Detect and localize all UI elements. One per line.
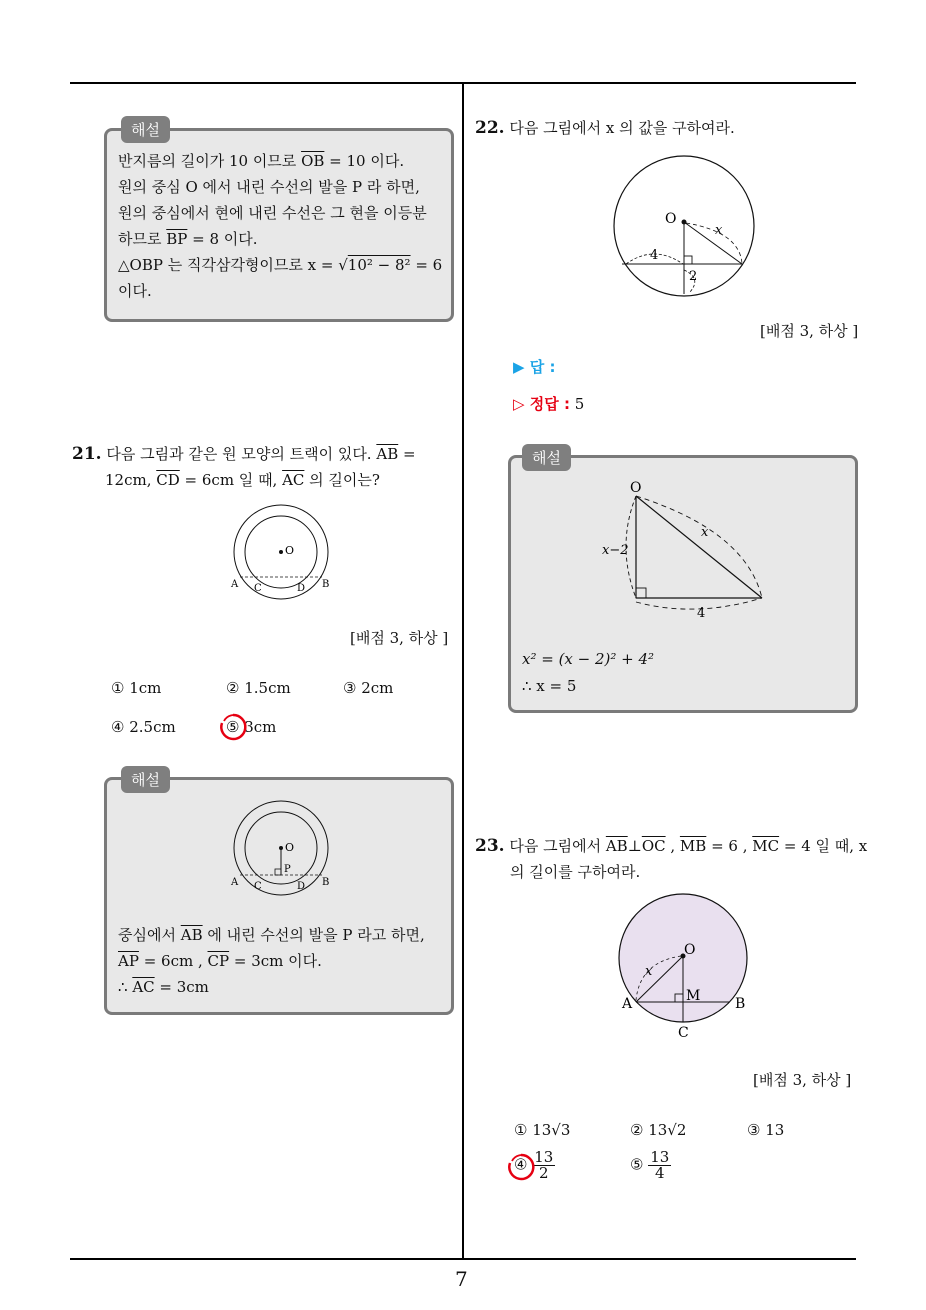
solution-20-line-2: 원의 중심 O 에서 내린 수선의 발을 P 라 하면, [118, 178, 420, 196]
answer-label: ▶ 답 : [513, 358, 556, 376]
right-angle-mark [275, 869, 281, 875]
center-point [682, 220, 687, 225]
label-c: C [254, 583, 262, 594]
page-number: 7 [455, 1267, 468, 1291]
selected-answer-circle [218, 712, 248, 742]
solution-tag: 해설 [121, 116, 170, 143]
label-4: 4 [650, 248, 659, 263]
question-23-score: [배점 3, 하상 ] [753, 1071, 852, 1089]
bottom-rule [70, 1258, 856, 1260]
label-2: 2 [689, 269, 698, 284]
question-22-figure [608, 152, 758, 298]
label-o: O [285, 544, 295, 557]
question-21-score: [배점 3, 하상 ] [350, 629, 449, 647]
label-d: D [297, 881, 306, 892]
question-23-line-1: 23. 다음 그림에서 $\overline{AB}\perp\overline{OC}$ , $\overline{MB} = 6$ , $\overline{MC} = 4$ 일 때, x [475, 836, 868, 856]
label-m: M [686, 988, 701, 1004]
label-a: A [231, 877, 239, 888]
option-4[interactable]: ④ 2.5cm [111, 718, 176, 736]
solution-20-line-4: 하므로 $\overline{BP} = 8$ 이다. [118, 230, 258, 248]
option-3[interactable]: ③ 13 [747, 1121, 785, 1139]
solution-21-line-3: ∴ $\overline{AC} = 3cm$ [118, 978, 209, 996]
center-point [279, 550, 283, 554]
label-o: O [630, 480, 642, 496]
option-5[interactable]: ⑤ $\frac{13}{4}$ [630, 1148, 670, 1182]
label-o: O [285, 841, 295, 854]
solution-21-figure [226, 798, 336, 898]
solution-20-line-1: 반지름의 길이가 10 이므로 $\overline{OB} = 10$ 이다. [118, 152, 405, 170]
solution-22-equation: x² = (x − 2)² + 4² [522, 650, 655, 668]
solution-tag: 해설 [522, 444, 571, 471]
label-a: A [622, 996, 633, 1012]
label-p: P [284, 864, 291, 875]
correct-answer: ▷ 정답 : 5 [513, 395, 585, 413]
option-1[interactable]: ① 1cm [111, 679, 162, 697]
option-5[interactable]: ⑤ 3cm [226, 718, 277, 736]
solution-22-figure [596, 476, 776, 626]
solution-20-line-6: 이다. [118, 282, 152, 300]
question-number: 22. [475, 118, 505, 138]
solution-20-line-5: △OBP 는 직각삼각형이므로 x = √10² − 8² = 6 [118, 256, 443, 274]
solution-21-line-1: 중심에서 $\overline{AB}$ 에 내린 수선의 발을 P 라고 하면, [118, 926, 425, 944]
label-b: B [322, 877, 330, 888]
label-x: x [645, 964, 653, 979]
label-c: C [678, 1025, 689, 1041]
label-o: O [665, 211, 677, 227]
label-o: O [684, 942, 696, 958]
label-b: B [735, 996, 746, 1012]
option-2[interactable]: ② 13√2 [630, 1121, 687, 1139]
label-4: 4 [697, 606, 706, 621]
fraction: $\frac{13}{2}$ [534, 1148, 554, 1182]
label-x: x [701, 525, 709, 540]
option-1[interactable]: ① 13√3 [514, 1121, 571, 1139]
selected-answer-circle [506, 1152, 536, 1182]
label-a: A [231, 579, 239, 590]
solution-21-line-2: $\overline{AP} = 6cm$ , $\overline{CP} = 3cm$ 이다. [118, 952, 322, 970]
question-21-line-2: 12cm, $\overline{CD} = 6cm$ 일 때, $\overline{AC}$ 의 길이는? [105, 471, 380, 489]
option-4[interactable]: ④ $\frac{13}{2}$ [514, 1148, 554, 1182]
label-b: B [322, 579, 330, 590]
column-divider [462, 83, 464, 1259]
hypotenuse [636, 496, 762, 598]
question-23-line-2: 의 길이를 구하여라. [510, 863, 641, 881]
solution-20-line-3: 원의 중심에서 현에 내린 수선은 그 현을 이등분 [118, 204, 427, 222]
question-number: 23. [475, 836, 505, 856]
question-23-figure [614, 892, 760, 1042]
option-2[interactable]: ② 1.5cm [226, 679, 291, 697]
right-angle-mark [636, 588, 646, 598]
label-x-minus-2: x−2 [602, 543, 629, 558]
option-3[interactable]: ③ 2cm [343, 679, 394, 697]
label-x: x [715, 223, 723, 238]
label-c: C [254, 881, 262, 892]
question-21-figure [226, 500, 336, 600]
fraction: $\frac{13}{4}$ [650, 1148, 670, 1182]
right-angle-mark [684, 256, 692, 264]
question-21-line-1: 21. 다음 그림과 같은 원 모양의 트랙이 있다. $\overline{AB}$ = [72, 444, 416, 464]
solution-tag: 해설 [121, 766, 170, 793]
solution-22-result: ∴ x = 5 [522, 677, 577, 695]
label-d: D [297, 583, 306, 594]
question-22-score: [배점 3, 하상 ] [760, 322, 859, 340]
question-22-line-1: 22. 다음 그림에서 x 의 값을 구하여라. [475, 118, 735, 138]
question-number: 21. [72, 444, 102, 464]
center-point [279, 846, 283, 850]
